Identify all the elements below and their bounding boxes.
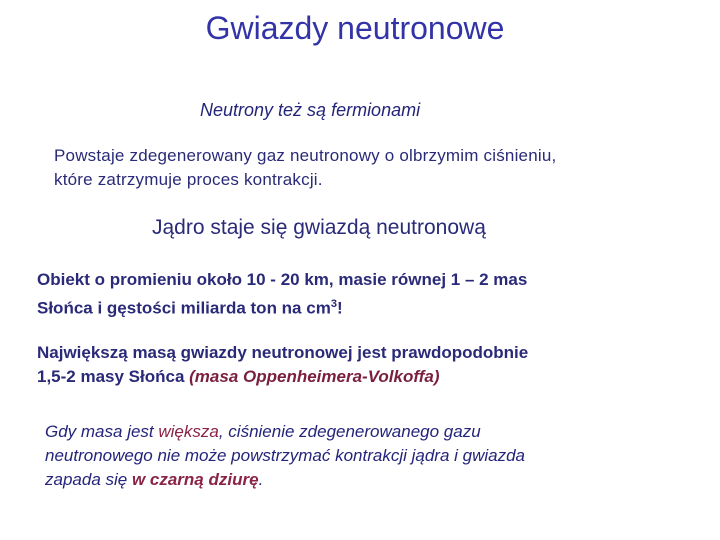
section-heading: Jądro staje się gwiazdą neutronową	[152, 216, 486, 239]
paragraph-line	[45, 468, 525, 492]
paragraph-line: Największą masą gwiazdy neutronowej jest prawdopodobnie	[37, 343, 529, 362]
text-fragment: .	[258, 470, 264, 489]
paragraph-line: Obiekt o promieniu około 10 - 20 km, masie równej 1 – 2 mas	[37, 270, 528, 289]
paragraph-line: które zatrzymuje proces kontrakcji.	[54, 170, 323, 189]
paragraph-degenerate-gas	[54, 144, 556, 192]
text-fragment: Gdy masa jest	[45, 422, 159, 441]
paragraph-max-mass	[37, 341, 528, 389]
slide-subtitle: Neutrony też są fermionami	[200, 100, 421, 120]
emphasis-text: (masa Oppenheimera-Volkoffa)	[189, 367, 440, 386]
emphasis-text: większa	[158, 422, 219, 441]
text-fragment: !	[336, 298, 343, 318]
text-fragment: 1,5-2 masy Słońca	[37, 367, 190, 386]
paragraph-line	[37, 292, 527, 321]
paragraph-line: neutronowego nie może powstrzymać kontrakcji jądra i gwiazda	[45, 446, 526, 465]
paragraph-line: Powstaje zdegenerowany gaz neutronowy o olbrzymim ciśnieniu,	[54, 146, 557, 165]
paragraph-black-hole	[45, 420, 525, 492]
text-fragment: , ciśnienie zdegenerowanego gazu	[218, 422, 481, 441]
text-fragment: zapada się	[45, 470, 132, 489]
superscript: 3	[330, 298, 337, 310]
paragraph-line	[37, 365, 528, 389]
text-fragment: Słońca i gęstości miliarda ton na cm	[37, 298, 331, 318]
slide-title: Gwiazdy neutronowe	[205, 10, 505, 46]
emphasis-text: w czarną dziurę	[131, 470, 259, 489]
paragraph-object-properties	[37, 268, 527, 321]
paragraph-line	[45, 420, 525, 444]
